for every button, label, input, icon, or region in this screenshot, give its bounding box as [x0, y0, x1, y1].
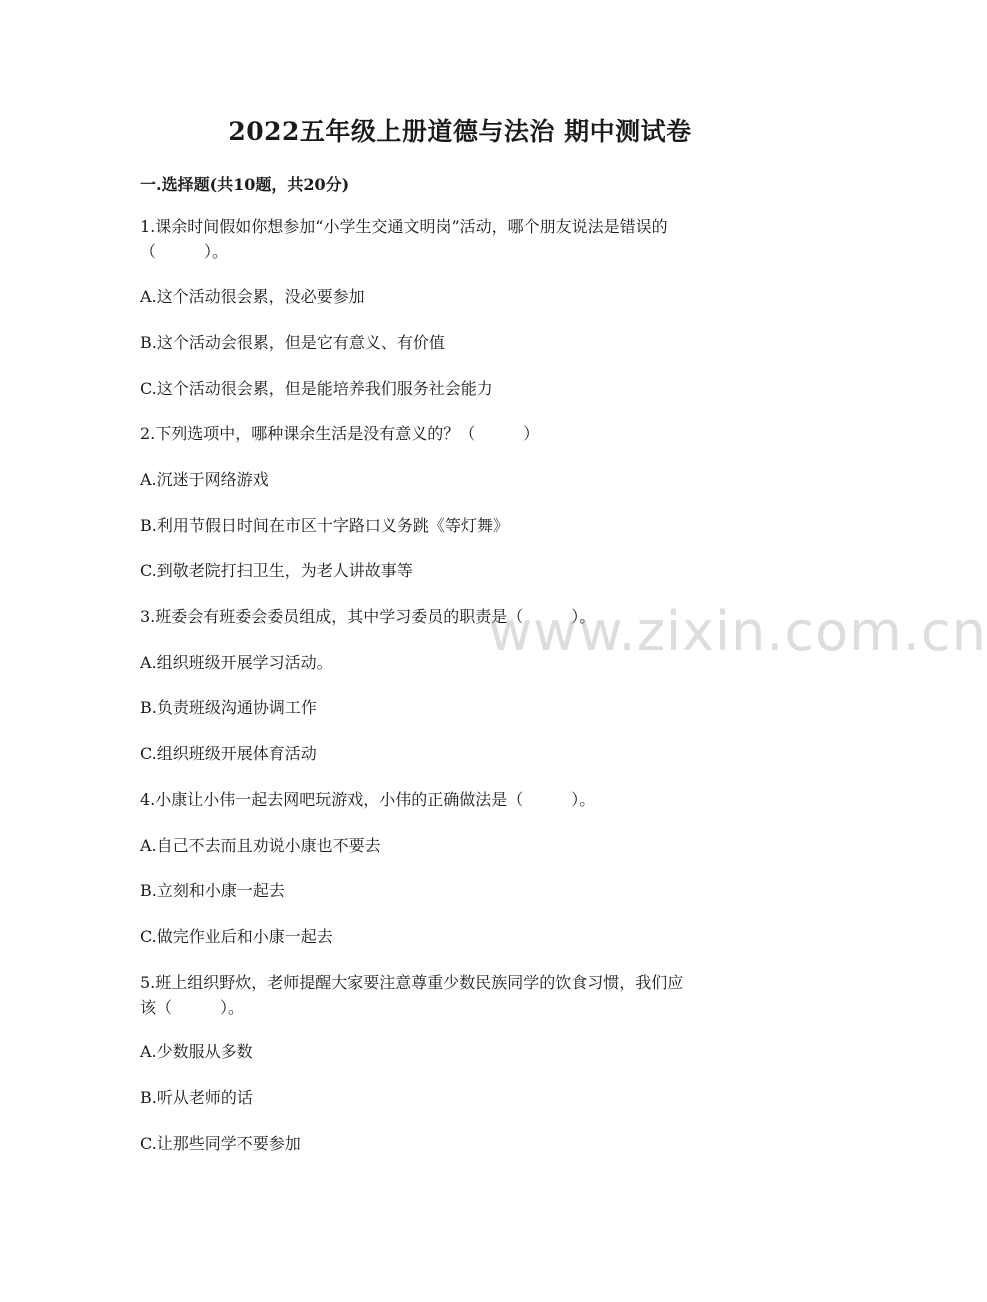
question-1-option-a: A.这个活动很会累，没必要参加: [140, 287, 365, 306]
question-4-option-c: C.做完作业后和小康一起去: [140, 927, 333, 946]
question-5-stem-line2: 该（ ）。: [140, 998, 245, 1017]
question-2-option-c: C.到敬老院打扫卫生，为老人讲故事等: [140, 561, 413, 580]
question-5-option-b: B.听从老师的话: [140, 1088, 253, 1107]
question-1-option-c: C.这个活动很会累，但是能培养我们服务社会能力: [140, 379, 493, 398]
question-3-option-b: B.负责班级沟通协调工作: [140, 698, 317, 717]
section-heading: 一.选择题(共10题，共20分): [140, 175, 350, 194]
question-5-option-a: A.少数服从多数: [140, 1042, 253, 1061]
question-1-stem-line1: 1.课余时间假如你想参加“小学生交通文明岗”活动，哪个朋友说法是错误的: [140, 217, 668, 236]
question-2-stem: 2.下列选项中，哪种课余生活是没有意义的？（ ）: [140, 424, 540, 443]
question-2-option-a: A.沉迷于网络游戏: [140, 470, 269, 489]
question-1-stem-line2: （ ）。: [140, 242, 229, 261]
question-3-option-c: C.组织班级开展体育活动: [140, 744, 317, 763]
watermark: www.zixin.com.cn: [488, 600, 987, 663]
question-5-option-c: C.让那些同学不要参加: [140, 1134, 301, 1153]
question-5-stem-line1: 5.班上组织野炊，老师提醒大家要注意尊重少数民族同学的饮食习惯，我们应: [140, 973, 684, 992]
question-4-stem: 4.小康让小伟一起去网吧玩游戏，小伟的正确做法是（ ）。: [140, 790, 596, 809]
question-1-option-b: B.这个活动会很累，但是它有意义、有价值: [140, 333, 445, 352]
question-3-option-a: A.组织班级开展学习活动。: [140, 653, 333, 672]
question-2-option-b: B.利用节假日时间在市区十字路口义务跳《等灯舞》: [140, 516, 509, 535]
page-title: 2022五年级上册道德与法治 期中测试卷: [228, 117, 692, 146]
question-3-stem: 3.班委会有班委会委员组成，其中学习委员的职责是（ ）。: [140, 607, 596, 626]
question-4-option-b: B.立刻和小康一起去: [140, 881, 285, 900]
question-4-option-a: A.自己不去而且劝说小康也不要去: [140, 836, 381, 855]
